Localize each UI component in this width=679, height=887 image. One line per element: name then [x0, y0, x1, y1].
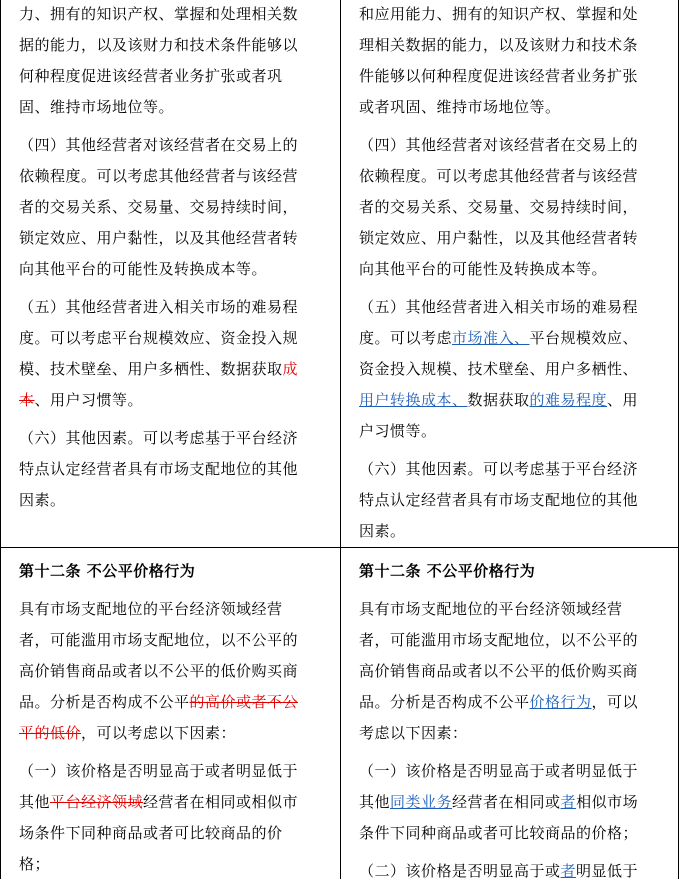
right-bottom-cell — [341, 556, 679, 887]
left-top-p4: （六）其他因素。可以考虑基于平台经济 特点认定经营者具有市场支配地位的其他 因素。 — [19, 429, 299, 509]
deleted-text: 本 — [19, 391, 35, 409]
row-divider — [0, 547, 679, 548]
right-top-p3: （五）其他经营者进入相关市场的难易程 度。可以考虑市场准入、平台规模效应、 资金投入规模、技术壁垒、用户多栖性、 用户转换成本、数据获取的难易程度、用 户习惯等。 — [359, 298, 639, 440]
right-top-p1: 和应用能力、拥有的知识产权、掌握和处 理相关数据的能力，以及该财力和技术条 件能够以何种程度促进该经营者业务扩张 或者巩固、维持市场地位等。 — [359, 5, 639, 116]
inserted-text: 的难易程度 — [529, 391, 608, 409]
left-top-p1: 力、拥有的知识产权、掌握和处理相关数 据的能力，以及该财力和技术条件能够以 何种程度促进该经营者业务扩张或者巩 固、维持市场地位等。 — [19, 5, 299, 116]
right-top-p4: （六）其他因素。可以考虑基于平台经济 特点认定经营者具有市场支配地位的其他 因素。 — [359, 460, 639, 540]
right-bottom-p1: 具有市场支配地位的平台经济领域经营 者，可能滥用市场支配地位，以不公平的 高价销售商品或者以不公平的低价购买商 品。分析是否构成不公平价格行为，可以 考虑以下因素： — [359, 600, 639, 742]
article-title: 第十二条 不公平价格行为 — [19, 562, 196, 580]
article-title: 第十二条 不公平价格行为 — [359, 562, 536, 580]
deleted-text: 成 — [282, 360, 299, 378]
right-bottom-p2: （一）该价格是否明显高于或者明显低于 其他同类业务经营者在相同或者相似市场 条件下同种商品或者可比较商品的价格； — [359, 762, 639, 842]
left-bottom-p1: 具有市场支配地位的平台经济领域经营 者，可能滥用市场支配地位，以不公平的 高价销售商品或者以不公平的低价购买商 品。分析是否构成不公平的高价或者不公 平的低价，可以考虑以下因素： — [19, 600, 299, 742]
left-bottom-cell — [1, 556, 340, 880]
right-bottom-p3: （二）该价格是否明显高于或者明显低于 — [359, 862, 639, 880]
inserted-text: 同类业务 — [390, 793, 453, 811]
inserted-text: 者 — [560, 793, 577, 811]
deleted-text: 的高价或者不公 — [189, 693, 299, 711]
left-top-p3: （五）其他经营者进入相关市场的难易程 度。可以考虑平台规模效应、资金投入规 模、技术壁垒、用户多栖性、数据获取成 本、用户习惯等。 — [19, 298, 299, 409]
deleted-text: 平的低价 — [19, 724, 82, 742]
inserted-text: 用户转换成本、 — [359, 391, 468, 409]
right-top-p2: （四）其他经营者对该经营者在交易上的 依赖程度。可以考虑其他经营者与该经营 者的交易关系、交易量、交易持续时间， 锁定效应、用户黏性，以及其他经营者转 向其他平台的可能性及转换成本等。 — [359, 136, 639, 278]
inserted-text: 价格行为 — [529, 693, 592, 711]
inserted-text: 者 — [560, 862, 577, 880]
left-top-p2: （四）其他经营者对该经营者在交易上的 依赖程度。可以考虑其他经营者与该经营 者的交易关系、交易量、交易持续时间， 锁定效应、用户黏性，以及其他经营者转 向其他平台的可能性及转换成本等。 — [19, 136, 299, 278]
right-top-cell — [341, 0, 679, 547]
inserted-text: 市场准入、 — [452, 329, 530, 347]
left-top-cell — [1, 0, 340, 516]
deleted-text: 平台经济领域 — [50, 793, 144, 811]
left-bottom-p2: （一）该价格是否明显高于或者明显低于 其他平台经济领域经营者在相同或相似市 场条件下同种商品或者可比较商品的价 格； — [19, 762, 299, 873]
